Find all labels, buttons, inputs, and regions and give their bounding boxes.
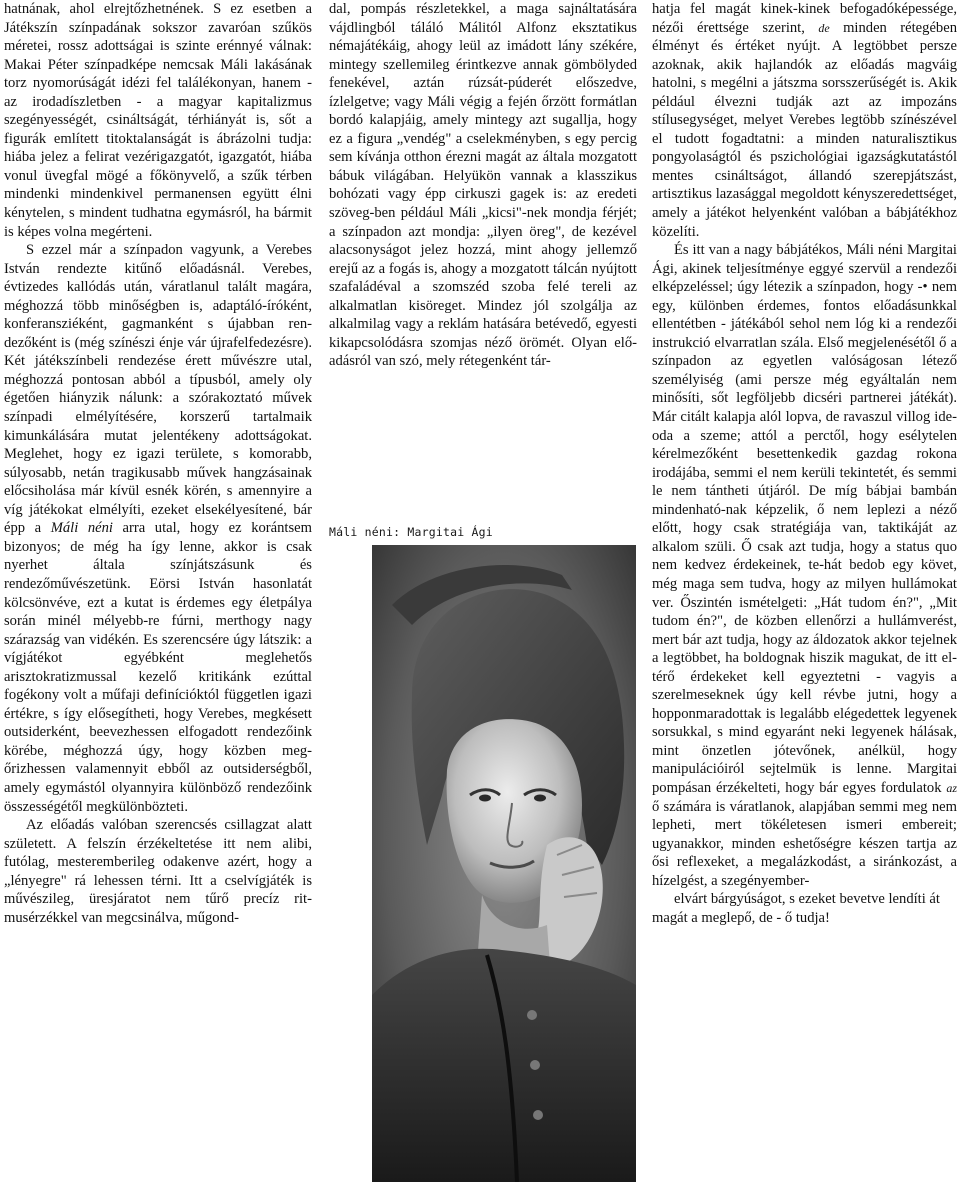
paragraph-text: minden rétegében élményt és értéket nyújt. A legtöbbet persze azoknak, akik hajlandók az előadás magváig hatolni, s megélni a játszma sorsszerűségét is. Akik például élvezni tudják azt az impozáns stílusegységet, melyet Verebes legtöbb színészével el tudott fogadtatni: a minden naturalisztikus pongyolaságtól és pszichológiai igazságkutatástól mentes csináltságot, állandó szerepjátszást, artisztikus lazasággal megoldott kényszeredettséget, amely a játékot helyenként valóban a bábjátékhoz közelíti. <box>652 19 957 240</box>
paragraph-text: És itt van a nagy bábjátékos, Máli néni Margitai Ági, akinek teljesítménye eggyé szervül a rendezői elképzeléssel; úgy létezik a színpadon, hogy -• nem egy, különben érdemes, fontos előadásunkkal ellentétben - játékából sehol nem lóg ki a rendezői instrukció elvarratlan szála. Első megjelenésétől ő a színpadon az egyetlen valóságosan létező személyiség (ami persze még egyáltalán nem minősíti, sőt legföljebb dicséri partnerei játékát). Már citált kalapja alól lopva, de ravaszul villog ide-oda a szeme; attól a perctől, hogy esélytelen kérelmezőként besettenkedik gazdag rokona irodájába, semmi el nem kerüli tekintetét, és semmi le nem tántheti útjáról. De míg bábjai bambán mindenható-nak képzelik, ő nem leplezi a néző előtt, hogy csak stratégiája van, taktikáját az alkalom szüli. Ő csak azt tudja, hogy a status quo nem kedvez érdekeinek, te-hát bedob egy követ, még maga sem tudva, hogy az milyen hullámokat ver. Őszintén ismételgeti: „Hát tudom én?", „Mit tudom én?", de közben ellenőrzi a hullámverést, mert bár azt tudja, hogy az áldozatok akkor tejelnek a legtöbbet, ha boldognak hiszik magukat, de itt el-térő érdekeket kell egyeztetni - vagyis a szerelmeseknek úgy kell révbe jutni, hogy a hopponmaradottak is legalább elégedettek legyenek sorsukkal, s mind egyaránt neki legyenek hálásak, mint önzetlen jótevőnek, anélkül, hogy manipulációiról sejtelmük is lenne. Margitai pompásan érzékelteti, hogy bár egyes fordulatok <box>652 242 957 796</box>
paragraph <box>4 241 312 816</box>
word-az: az <box>946 780 957 795</box>
paragraph <box>652 241 957 890</box>
column-left <box>4 0 312 927</box>
column-right <box>652 0 957 927</box>
paragraph: elvárt bárgyúságot, s ezeket bevetve lendíti át magát a meglepő, de - ő tudja! <box>652 891 940 926</box>
column-middle <box>329 0 637 371</box>
paragraph-text: ő számára is váratlanok, alapjában semmi meg nem lepheti, mert tökéletesen ismeri embereit; ugyanakkor, minden eshetőségre készen tartja az ősi reflexeket, a megalázkodást, a siránkozást, a hízelgést, a szegényember- <box>652 798 957 889</box>
paragraph: hatnának, ahol elrejtőzhetnének. S ez esetben a Játékszín színpadának sokszor zavaróan szűkös méretei, rossz adottságai is szinte erénnyé válnak: Makai Péter színpadképe nemcsak Máli lakásának torz nyomorúságát idézi fel találékonyan, hanem - az irodadíszletben - a magyar kapitalizmus szegényességét, csináltságát, térhiányát is, sőt a figurák említett titoktalanságát is ábrázolni tudja: hiába jelez a felirat vezérigazgatót, igazgatót, hiába vonul üvegfal mögé a főkönyvelő, a szűk térben mindenki mindenkivel permanensen együtt élni kénytelen, s mindent tudhatna egymásról, ha bármit is képes volna megérteni. <box>4 1 312 240</box>
play-title: Máli néni <box>50 520 113 537</box>
paragraph-text: hatja fel magát kinek-kinek befogadóképessége, nézői érettsége szerint, <box>652 1 957 36</box>
portrait-photo-icon <box>372 545 636 1182</box>
portrait-photo <box>372 545 636 1182</box>
paragraph-text: S ezzel már a színpadon vagyunk, a Verebes István rendezte kitűnő előadásnál. Verebes, évtizedes kallódás után, váratlanul talált magára, méghozzá több minőségben is, adaptáló-íróként, konferansziéként, gagmanként s újabban rendezőként is (még színészi énje vár újrafelfedezésre). Két játékszínbeli rendezése érett művészre utal, méghozzá pontosan abból a típusból, amely oly égetően hiányzik nálunk: a szórakoztató művek színpadi elmélyítésére, korszerű tartalmaik kimunkálására mutat jelentékeny adottságokat. Meglehet, hogy ez igazi területe, s komorabb, súlyosabb, netán tragikusabb művek hangzásainak előcsiholása már kívül esnék körén, s amennyire a víg játékokat elmélyíti, ezeket elsekélyesítené, bár épp a <box>4 242 312 537</box>
paragraph: dal, pompás részletekkel, a maga sajnáltatására vájdlingból táláló Málitól Alfonz eksztatikus némajátékáig, ahogy leül az imádott lány székére, mintegy szellemileg érintkezve annak gömbölyded fenekével, aztán rúzsát-púderét előszedve, ízlelgetve; vagy Máli végig a fején őrzött formátlan bordó kalapjáig, amely mintegy azt sugallja, hogy ez a figura „vendég" a cselekményben, s egy percig sem kívánja otthon érezni magát az általa mozgatott bábuk világában. Helyükön vannak a klasszikus bohózati vagy épp cirkuszi gagek is: az eredeti szöveg-ben például Máli „kicsi"-nek mondja férjét; a színpadon azt mondja: „ilyen öreg", de kezével alacsonyságot jelez hozzá, mint ahogy jellemző erejű az a fogás is, ahogy a mozgatott tálcán nyújtott szafaládéval a szomszéd szoba felé tereli az alkalmatlan kisöreget. Mindez jól szolgálja az alkalmilag vagy a reklám hatására betévedő, egyesti kikapcsolódásra szomjas néző örömét. Olyan elő-adásról van szó, mely rétegenként tár- <box>329 1 637 370</box>
paragraph-text: arra utal, hogy ez korántsem bizonyos; de még ha így lenne, akkor is csak nyerhet általa színjátszásunk és rendezőművészetünk. Eörsi István hasonlatát kölcsönvéve, ezt a kutat is érdemes egy életpálya során minél mélyebb-re fúrni, merthogy nagy szárazság van vidékén. Es szerencsére úgy látszik: a vígjátékot egyébként meglehetős arisztokratizmussal kezelő kritikánk ezúttal fogékony volt a műfaji definícióktól független igazi értékre, s így elősegítheti, hogy Verebes, megkésett outsiderként, beevezhessen elfogadott rendezőink körébe, méghozzá úgy, hogy közben meg-őrizhessen valamennyit ebből az outsiderségből, amely egymástól olyannyira különböző rendezőink összességétől megkülönbözteti. <box>4 520 312 815</box>
word-de: de <box>818 20 830 35</box>
photo-caption: Máli néni: Margitai Ági <box>329 525 493 539</box>
paragraph <box>652 0 957 241</box>
paragraph: Az előadás valóban szerencsés csillagzat alatt született. A felszín érzékeltetése itt nem alibi, futólag, mesteremberileg odakenve azért, hogy a „lényegre" rá lehessen térni. Itt a cselvígjáték is művészileg, üresjáratot nem tűrő precíz ritmusérzékkel van megcsinálva, műgond- <box>4 817 312 926</box>
